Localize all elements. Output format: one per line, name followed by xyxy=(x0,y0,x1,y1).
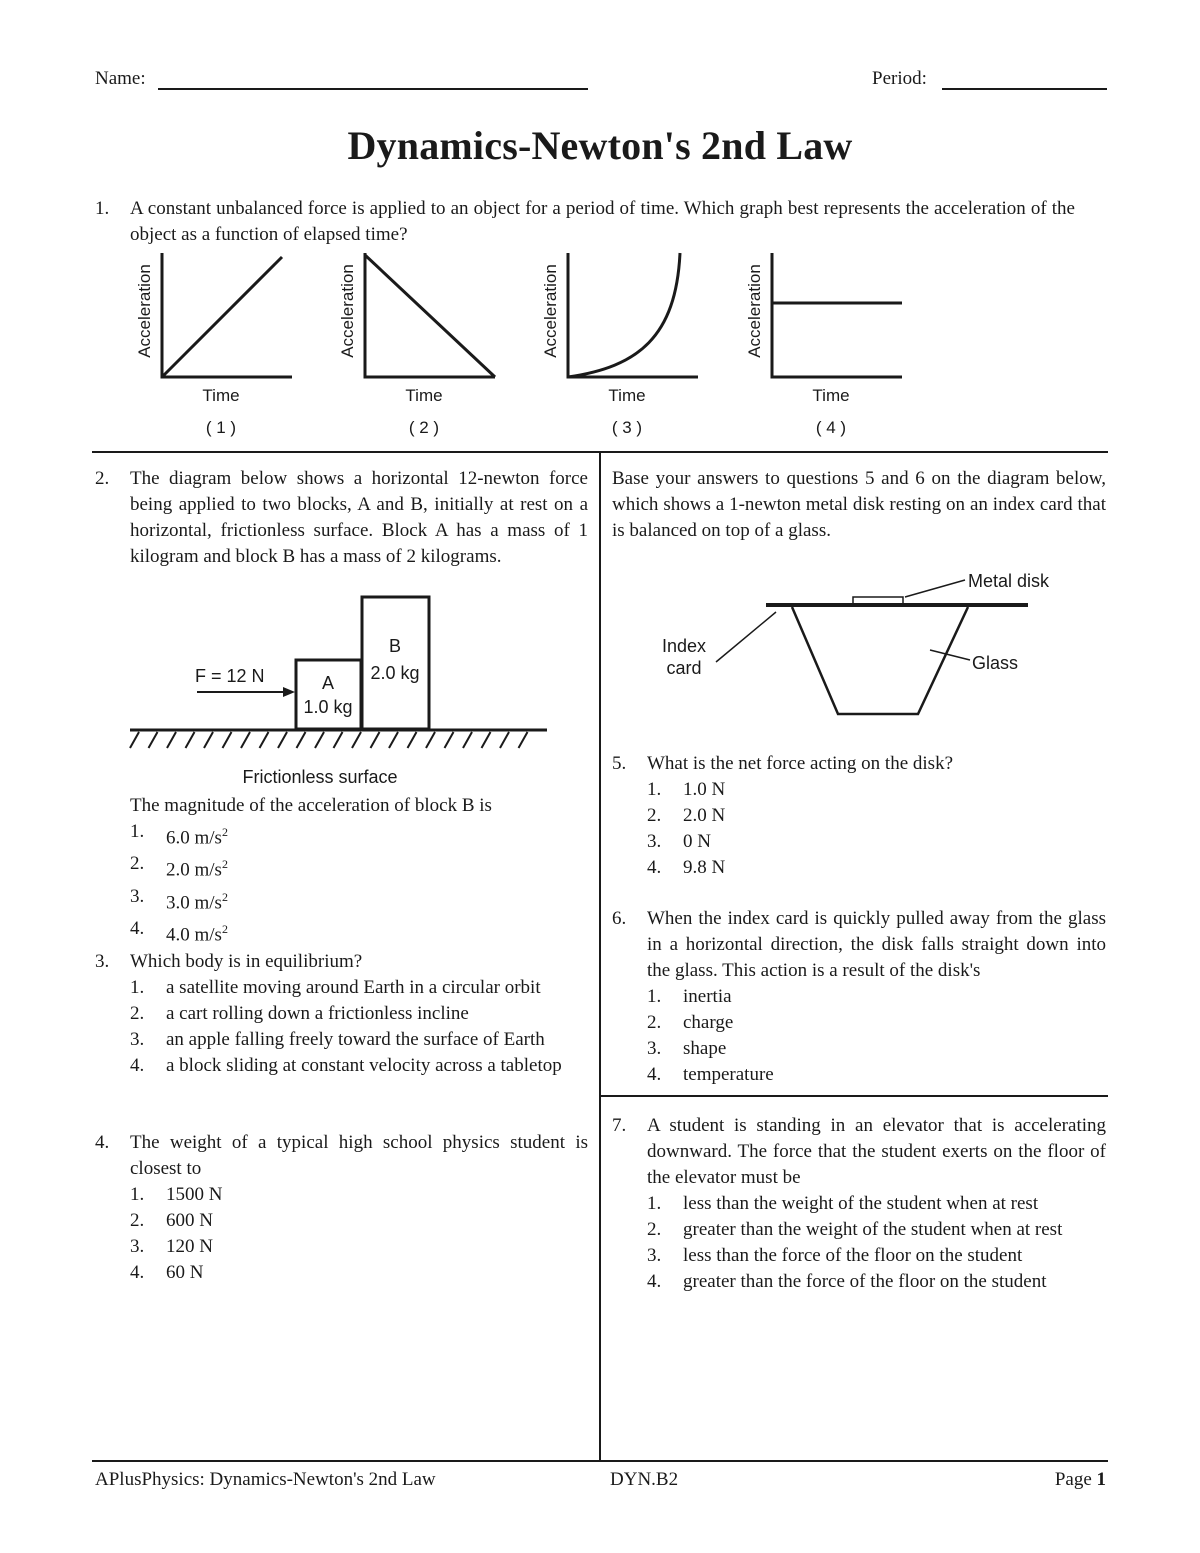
hatch-mark xyxy=(519,732,528,748)
q3-text: Which body is in equilibrium? xyxy=(130,951,363,972)
period-field-line[interactable] xyxy=(942,88,1107,90)
q5-choice-number: 1. xyxy=(647,779,662,800)
hatch-mark xyxy=(315,732,324,748)
q2-choice-text: 4.0 m/s xyxy=(166,924,222,946)
q1-graph-caption: ( 3 ) xyxy=(611,418,643,437)
divider-vertical xyxy=(599,451,601,1461)
q6-choice-number: 3. xyxy=(647,1038,662,1059)
hatch-mark xyxy=(371,732,380,748)
disk-label: Metal disk xyxy=(968,571,1050,591)
card-leader xyxy=(716,612,776,662)
block-a-mass: 1.0 kg xyxy=(303,697,353,717)
block-b-mass: 2.0 kg xyxy=(370,663,420,683)
q7-choice-number: 2. xyxy=(647,1219,662,1240)
hatch-mark xyxy=(408,732,417,748)
name-label: Name: xyxy=(95,68,146,89)
hatch-mark xyxy=(426,732,435,748)
footer-center: DYN.B2 xyxy=(610,1469,679,1490)
q2-choice xyxy=(130,916,590,948)
q6-choice-text: inertia xyxy=(683,986,732,1007)
q1-graph-xlabel: Time xyxy=(405,386,443,405)
q2-choice-number: 1. xyxy=(130,821,145,842)
q2-choice-number: 3. xyxy=(130,885,145,907)
q2-blocks-diagram xyxy=(125,590,555,790)
q5-choice-number: 2. xyxy=(647,805,662,826)
q1-text: A constant unbalanced force is applied to an object for a period of time. Which graph best represents the acceleration of the object as a function of elapsed time? xyxy=(130,198,1075,245)
q3-choice-number: 1. xyxy=(130,977,145,998)
q3-choice-text: a satellite moving around Earth in a circular orbit xyxy=(166,977,541,998)
hatch-mark xyxy=(334,732,343,748)
q4-number: 4. xyxy=(95,1132,110,1153)
hatch-mark xyxy=(278,732,287,748)
q1-graph-ylabel: Acceleration xyxy=(338,264,357,358)
q1-graph-1 xyxy=(135,253,292,437)
q6-choices xyxy=(647,984,1106,1088)
force-label: F = 12 N xyxy=(195,666,265,686)
card-label-1: Index xyxy=(661,636,707,656)
q1-graph-xlabel: Time xyxy=(202,386,240,405)
q1-graphs xyxy=(110,245,930,445)
q5-choice xyxy=(647,829,1106,855)
block-a xyxy=(296,660,361,729)
q1-graph-caption: ( 4 ) xyxy=(815,418,847,437)
q4-choice-text: 600 N xyxy=(166,1210,213,1231)
q7-number: 7. xyxy=(612,1115,627,1136)
block-a-name: A xyxy=(321,673,335,693)
footer-page-label: Page xyxy=(1054,1469,1097,1490)
q5-number: 5. xyxy=(612,753,627,774)
q3-choice xyxy=(130,975,590,1001)
q1-graph-xlabel: Time xyxy=(608,386,646,405)
hatch-mark xyxy=(167,732,176,748)
q2-number: 2. xyxy=(95,468,110,489)
footer-left: APlusPhysics: Dynamics-Newton's 2nd Law xyxy=(95,1469,436,1490)
q4-choice-text: 1500 N xyxy=(166,1184,223,1205)
q4-choices xyxy=(130,1182,590,1286)
q5-choice-text: 2.0 N xyxy=(683,805,726,826)
q1-graph-xlabel: Time xyxy=(812,386,850,405)
hatch-mark xyxy=(241,732,250,748)
q4-choice xyxy=(130,1260,590,1286)
q4-choice-number: 2. xyxy=(130,1210,145,1231)
base56-text: Base your answers to questions 5 and 6 on the diagram below, which shows a 1-newton metal disk resting on an index card that is balanced on top of a glass. xyxy=(612,468,1106,541)
q2-choice xyxy=(130,819,590,851)
q3-choice-text: a cart rolling down a frictionless incline xyxy=(166,1003,469,1024)
q2-choice-number: 4. xyxy=(130,917,145,939)
hatch-mark xyxy=(186,732,195,748)
card-label-2: card xyxy=(666,658,702,678)
q2-choice-text: 6.0 m/s xyxy=(166,827,222,849)
q3-choice-number: 2. xyxy=(130,1003,145,1024)
hatch-mark xyxy=(463,732,472,748)
name-field-line[interactable] xyxy=(158,88,588,90)
q2-choice-exponent: 2 xyxy=(221,825,228,839)
glass xyxy=(792,607,968,714)
q2-choice-text: 3.0 m/s xyxy=(166,891,222,913)
q3-choice-number: 3. xyxy=(130,1029,145,1050)
q3-choices xyxy=(130,975,590,1079)
q7-choice-number: 1. xyxy=(647,1193,662,1214)
ground-hatching xyxy=(130,732,528,748)
q7-choices xyxy=(647,1191,1106,1295)
page-title: Dynamics-Newton's 2nd Law xyxy=(347,123,853,168)
q3-choice xyxy=(130,1027,590,1053)
q2-choice-exponent: 2 xyxy=(221,889,228,904)
block-b-name: B xyxy=(388,636,402,656)
q1-graph-3 xyxy=(541,253,698,437)
surface-label: Frictionless surface xyxy=(242,767,398,787)
hatch-mark xyxy=(149,732,158,748)
q4-choice-number: 3. xyxy=(130,1236,145,1257)
q7-choice xyxy=(647,1269,1106,1295)
q5-choice xyxy=(647,855,1106,881)
q6-choice xyxy=(647,984,1106,1010)
hatch-mark xyxy=(297,732,306,748)
glass-leader xyxy=(930,650,970,660)
q2-choice-text: 2.0 m/s xyxy=(166,859,222,881)
q4-choice-text: 60 N xyxy=(166,1262,204,1283)
hatch-mark xyxy=(445,732,454,748)
q3-choice-text: an apple falling freely toward the surface of Earth xyxy=(166,1029,545,1050)
hatch-mark xyxy=(500,732,509,748)
q6-text: When the index card is quickly pulled away from the glass in a horizontal direction, the disk falls straight down into the glass. This action is a result of the disk's xyxy=(647,908,1106,981)
q1-graph-axes xyxy=(772,253,902,377)
q1-graph-ylabel: Acceleration xyxy=(135,264,154,358)
q4-text: The weight of a typical high school physics student is closest to xyxy=(130,1132,588,1179)
q3-choice xyxy=(130,1001,590,1027)
q4-choice-number: 1. xyxy=(130,1184,145,1205)
q1-graph-curve xyxy=(568,253,680,377)
q5-choices xyxy=(647,777,1106,881)
q6-number: 6. xyxy=(612,908,627,929)
q7-choice-text: less than the force of the floor on the student xyxy=(683,1245,1023,1266)
q7-choice xyxy=(647,1243,1106,1269)
q3-choice-text: a block sliding at constant velocity across a tabletop xyxy=(166,1055,562,1076)
hatch-mark xyxy=(260,732,269,748)
q6-choice-number: 2. xyxy=(647,1012,662,1033)
disk-glass-diagram xyxy=(640,560,1110,730)
q5-text: What is the net force acting on the disk? xyxy=(647,753,954,774)
hatch-mark xyxy=(352,732,361,748)
q2-text: The diagram below shows a horizontal 12-newton force being applied to two blocks, A and B, initially at rest on a horizontal, frictionless surface. Block A has a mass of 1 kilogram and block B has a mass of 2 kilograms. xyxy=(130,468,588,567)
q1-graph-4 xyxy=(745,253,902,437)
q7-choice xyxy=(647,1191,1106,1217)
q5-choice-text: 9.8 N xyxy=(683,857,726,878)
q7-choice-text: less than the weight of the student when at rest xyxy=(683,1193,1039,1214)
q6-choice xyxy=(647,1010,1106,1036)
q5-choice-text: 0 N xyxy=(683,831,711,852)
q6-choice-number: 1. xyxy=(647,986,662,1007)
q1-graph-ylabel: Acceleration xyxy=(541,264,560,358)
footer-page xyxy=(1055,1469,1106,1491)
q6-choice-text: charge xyxy=(683,1012,734,1033)
q5-choice-number: 3. xyxy=(647,831,662,852)
q4-choice xyxy=(130,1208,590,1234)
q6-choice xyxy=(647,1062,1106,1088)
hatch-mark xyxy=(223,732,232,748)
q5-choice-number: 4. xyxy=(647,857,662,878)
q7-choice-text: greater than the weight of the student when at rest xyxy=(683,1219,1063,1240)
q2-choice xyxy=(130,884,590,916)
q7-choice-number: 3. xyxy=(647,1245,662,1266)
q2-choice-number: 2. xyxy=(130,853,145,875)
q4-choice xyxy=(130,1182,590,1208)
q6-choice-text: shape xyxy=(683,1038,727,1059)
q1-graph-ylabel: Acceleration xyxy=(745,264,764,358)
force-arrow-head xyxy=(283,687,295,697)
q6-choice-number: 4. xyxy=(647,1064,662,1085)
q5-choice xyxy=(647,777,1106,803)
glass-label: Glass xyxy=(972,653,1019,673)
q7-text: A student is standing in an elevator that is accelerating downward. The force that the student exerts on the floor of the elevator must be xyxy=(647,1115,1106,1188)
q6-choice-text: temperature xyxy=(683,1064,774,1085)
q6-choice xyxy=(647,1036,1106,1062)
metal-disk xyxy=(853,597,903,604)
q4-choice-text: 120 N xyxy=(166,1236,213,1257)
q7-choice-number: 4. xyxy=(647,1271,662,1292)
q1-graph-caption: ( 1 ) xyxy=(205,418,237,437)
q3-choice-number: 4. xyxy=(130,1055,145,1076)
q1-graph-curve xyxy=(162,257,282,377)
q2-choice-exponent: 2 xyxy=(221,857,228,872)
q1-number: 1. xyxy=(95,198,110,219)
hatch-mark xyxy=(482,732,491,748)
q5-choice-text: 1.0 N xyxy=(683,779,726,800)
q1-graph-2 xyxy=(338,253,495,437)
q7-choice xyxy=(647,1217,1106,1243)
q3-number: 3. xyxy=(95,951,110,972)
hatch-mark xyxy=(204,732,213,748)
hatch-mark xyxy=(389,732,398,748)
footer-page-number: 1 xyxy=(1096,1469,1106,1490)
divider-right-mid xyxy=(599,1095,1108,1097)
hatch-mark xyxy=(130,732,139,748)
q2-prompt: The magnitude of the acceleration of block B is xyxy=(130,795,492,816)
q2-choices xyxy=(130,819,590,948)
q4-choice xyxy=(130,1234,590,1260)
period-label: Period: xyxy=(872,68,927,89)
divider-bottom xyxy=(92,1460,1108,1462)
q7-choice-text: greater than the force of the floor on the student xyxy=(683,1271,1047,1292)
q2-choice xyxy=(130,851,590,883)
q2-choice-exponent: 2 xyxy=(221,921,228,936)
q1-graph-curve xyxy=(365,255,495,377)
q4-choice-number: 4. xyxy=(130,1262,145,1283)
q3-choice xyxy=(130,1053,590,1079)
q5-choice xyxy=(647,803,1106,829)
disk-leader xyxy=(905,580,965,597)
q1-graph-caption: ( 2 ) xyxy=(408,418,440,437)
